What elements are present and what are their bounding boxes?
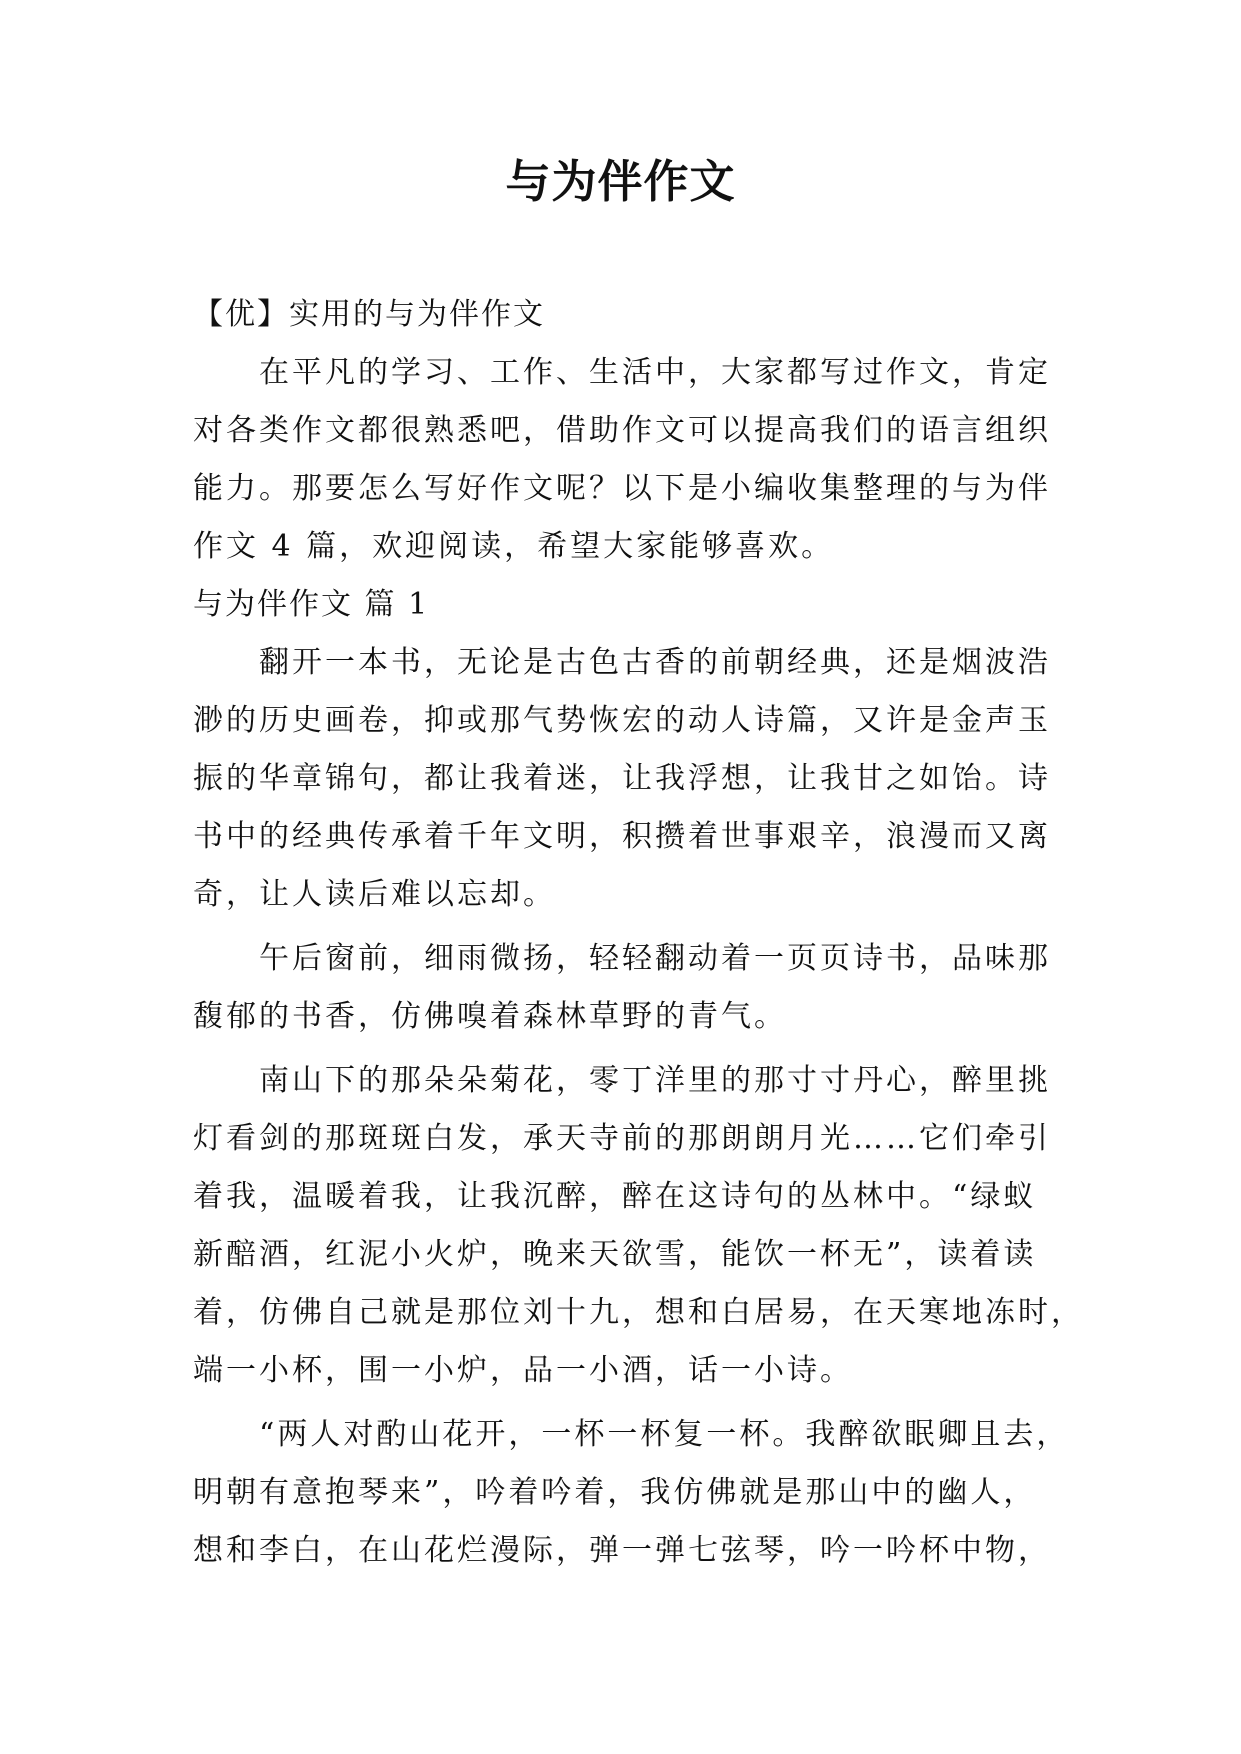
paragraph-line: 翻开一本书，无论是古色古香的前朝经典，还是烟波浩: [193, 645, 1051, 680]
paragraph-line: 渺的历史画卷，抑或那气势恢宏的动人诗篇，又许是金声玉: [193, 703, 1051, 738]
paragraph-line: 在平凡的学习、工作、生活中，大家都写过作文，肯定: [193, 355, 1051, 390]
document-title: 与为伴作文: [505, 155, 736, 208]
paragraph-line: 奇，让人读后难以忘却。: [193, 877, 556, 912]
document-subtitle: 【优】实用的与为伴作文: [193, 297, 545, 332]
paragraph-1: [193, 634, 1051, 924]
section-heading: 与为伴作文 篇 1: [193, 587, 430, 622]
paragraph-line: 端一小杯，围一小炉，品一小酒，话一小诗。: [193, 1353, 853, 1388]
paragraph-line: 作文 4 篇，欢迎阅读，希望大家能够喜欢。: [193, 529, 835, 564]
paragraph-line: 明朝有意抱琴来”，吟着吟着，我仿佛就是那山中的幽人，: [193, 1475, 1037, 1510]
paragraph-line: 着，仿佛自己就是那位刘十九，想和白居易，在天寒地冻时，: [193, 1295, 1084, 1330]
paragraph-line: “两人对酌山花开，一杯一杯复一杯。我醉欲眠卿且去，: [193, 1417, 1070, 1452]
paragraph-line: 能力。那要怎么写好作文呢？以下是小编收集整理的与为伴: [193, 471, 1051, 506]
paragraph-2: [193, 930, 1051, 1046]
paragraph-line: 午后窗前，细雨微扬，轻轻翻动着一页页诗书，品味那: [193, 941, 1051, 976]
paragraph-line: 着我，温暖着我，让我沉醉，醉在这诗句的丛林中。“绿蚁: [193, 1179, 1037, 1214]
paragraph-line: 灯看剑的那斑斑白发，承天寺前的那朗朗月光……它们牵引: [193, 1121, 1051, 1156]
paragraph-3: [193, 1052, 1084, 1400]
paragraph-line: 振的华章锦句，都让我着迷，让我浮想，让我甘之如饴。诗: [193, 761, 1051, 796]
paragraph-line: 书中的经典传承着千年文明，积攒着世事艰辛，浪漫而又离: [193, 819, 1051, 854]
paragraph-line: 馥郁的书香，仿佛嗅着森林草野的青气。: [193, 999, 787, 1034]
paragraph-line: 南山下的那朵朵菊花，零丁洋里的那寸寸丹心，醉里挑: [193, 1063, 1051, 1098]
paragraph-line: 对各类作文都很熟悉吧，借助作文可以提高我们的语言组织: [193, 413, 1051, 448]
intro-paragraph: [193, 344, 1051, 576]
paragraph-line: 想和李白，在山花烂漫际，弹一弹七弦琴，吟一吟杯中物，: [193, 1533, 1051, 1568]
document-body: [193, 286, 1084, 1580]
paragraph-4: [193, 1406, 1070, 1580]
paragraph-line: 新醅酒，红泥小火炉，晚来天欲雪，能饮一杯无”，读着读: [193, 1237, 1037, 1272]
